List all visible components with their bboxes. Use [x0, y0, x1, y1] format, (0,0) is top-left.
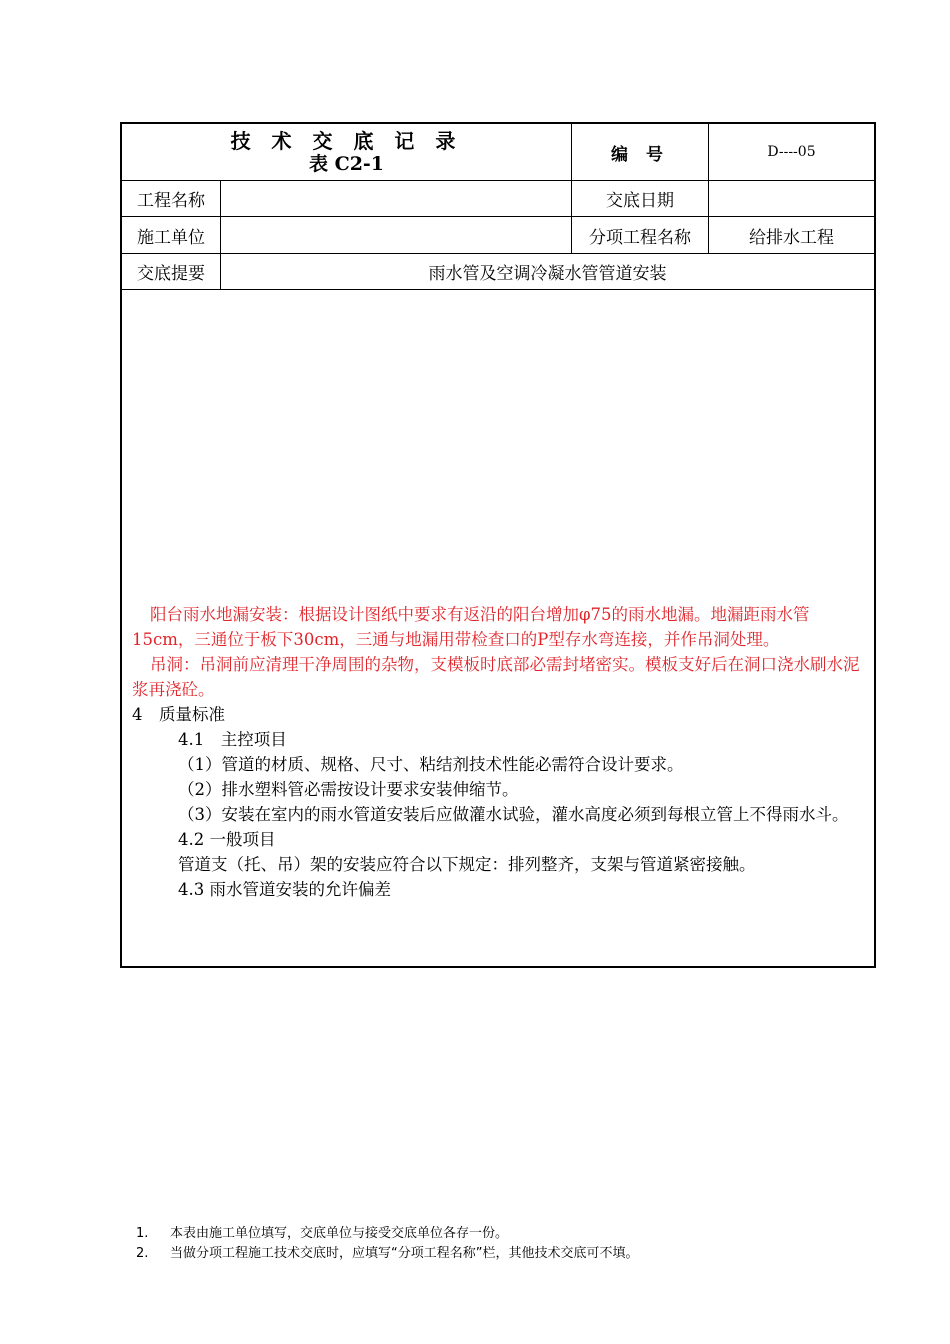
main-item-2: （2）排水塑料管必需按设计要求安装伸缩节。: [178, 780, 519, 799]
project-row: [122, 181, 874, 217]
project-name-label-cell: [122, 181, 220, 216]
date-field[interactable]: [708, 181, 874, 216]
subitem-label: 分项工程名称: [589, 227, 691, 248]
number-value-cell: [708, 124, 874, 180]
main-item-1: （1）管道的材质、规格、尺寸、粘结剂技术性能必需符合设计要求。: [178, 755, 684, 774]
contractor-label: 施工单位: [137, 227, 205, 248]
section-general-items: 4.2 一般项目: [178, 830, 276, 849]
briefing-content: [132, 602, 866, 902]
footnote-item: [136, 1224, 638, 1244]
summary-label: 交底提要: [137, 264, 205, 284]
subitem-value: 给排水工程: [749, 227, 834, 248]
date-label: 交底日期: [606, 191, 674, 211]
project-name-label: 工程名称: [137, 191, 205, 211]
header-row: [122, 124, 874, 181]
contractor-label-cell: [122, 217, 220, 253]
subitem-field[interactable]: [708, 217, 874, 253]
contractor-field[interactable]: [220, 217, 571, 253]
floor-drain-paragraph: 阳台雨水地漏安装：根据设计图纸中要求有返沿的阳台增加φ75的雨水地漏。地漏距雨水管15cm，三通位于板下30cm，三通与地漏用带检查口的P型存水弯连接，并作吊洞处理。: [132, 605, 810, 649]
date-label-cell: [571, 181, 708, 216]
main-item-3: （3）安装在室内的雨水管道安装后应做灌水试验，灌水高度必须到每根立管上不得雨水斗。: [178, 805, 849, 824]
form-title: 技 术 交 底 记 录: [230, 129, 463, 153]
contractor-row: [122, 217, 874, 254]
section-allowable-deviation: 4.3 雨水管道安装的允许偏差: [178, 880, 391, 899]
summary-label-cell: [122, 254, 220, 289]
title-cell: [122, 124, 571, 180]
footnote-number: 1.: [136, 1226, 149, 1241]
footnote-item: [136, 1244, 638, 1264]
number-label-cell: [571, 124, 708, 180]
footnote-text: 本表由施工单位填写，交底单位与接受交底单位各存一份。: [170, 1226, 509, 1241]
subitem-label-cell: [571, 217, 708, 253]
summary-field[interactable]: [220, 254, 874, 289]
general-item-1: 管道支（托、吊）架的安装应符合以下规定：排列整齐，支架与管道紧密接触。: [178, 855, 756, 874]
hanging-hole-paragraph: 吊洞：吊洞前应清理干净周围的杂物，支模板时底部必需封堵密实。模板支好后在洞口浇水刷水泥浆再浇砼。: [132, 655, 860, 699]
summary-row: [122, 254, 874, 290]
summary-value: 雨水管及空调冷凝水管管道安装: [428, 264, 667, 284]
number-value: D----05: [767, 144, 816, 160]
section-main-items: 4.1 主控项目: [178, 730, 287, 749]
footnote-number: 2.: [136, 1246, 149, 1261]
tech-briefing-form: [120, 122, 876, 968]
footnote-text: 当做分项工程施工技术交底时，应填写“分项工程名称”栏，其他技术交底可不填。: [170, 1246, 639, 1261]
footnotes: [136, 1224, 638, 1264]
number-label: 编 号: [611, 144, 669, 165]
project-name-field[interactable]: [220, 181, 571, 216]
form-number: 表 C2-1: [308, 153, 385, 175]
section-quality-standard: 4 质量标准: [132, 705, 225, 724]
